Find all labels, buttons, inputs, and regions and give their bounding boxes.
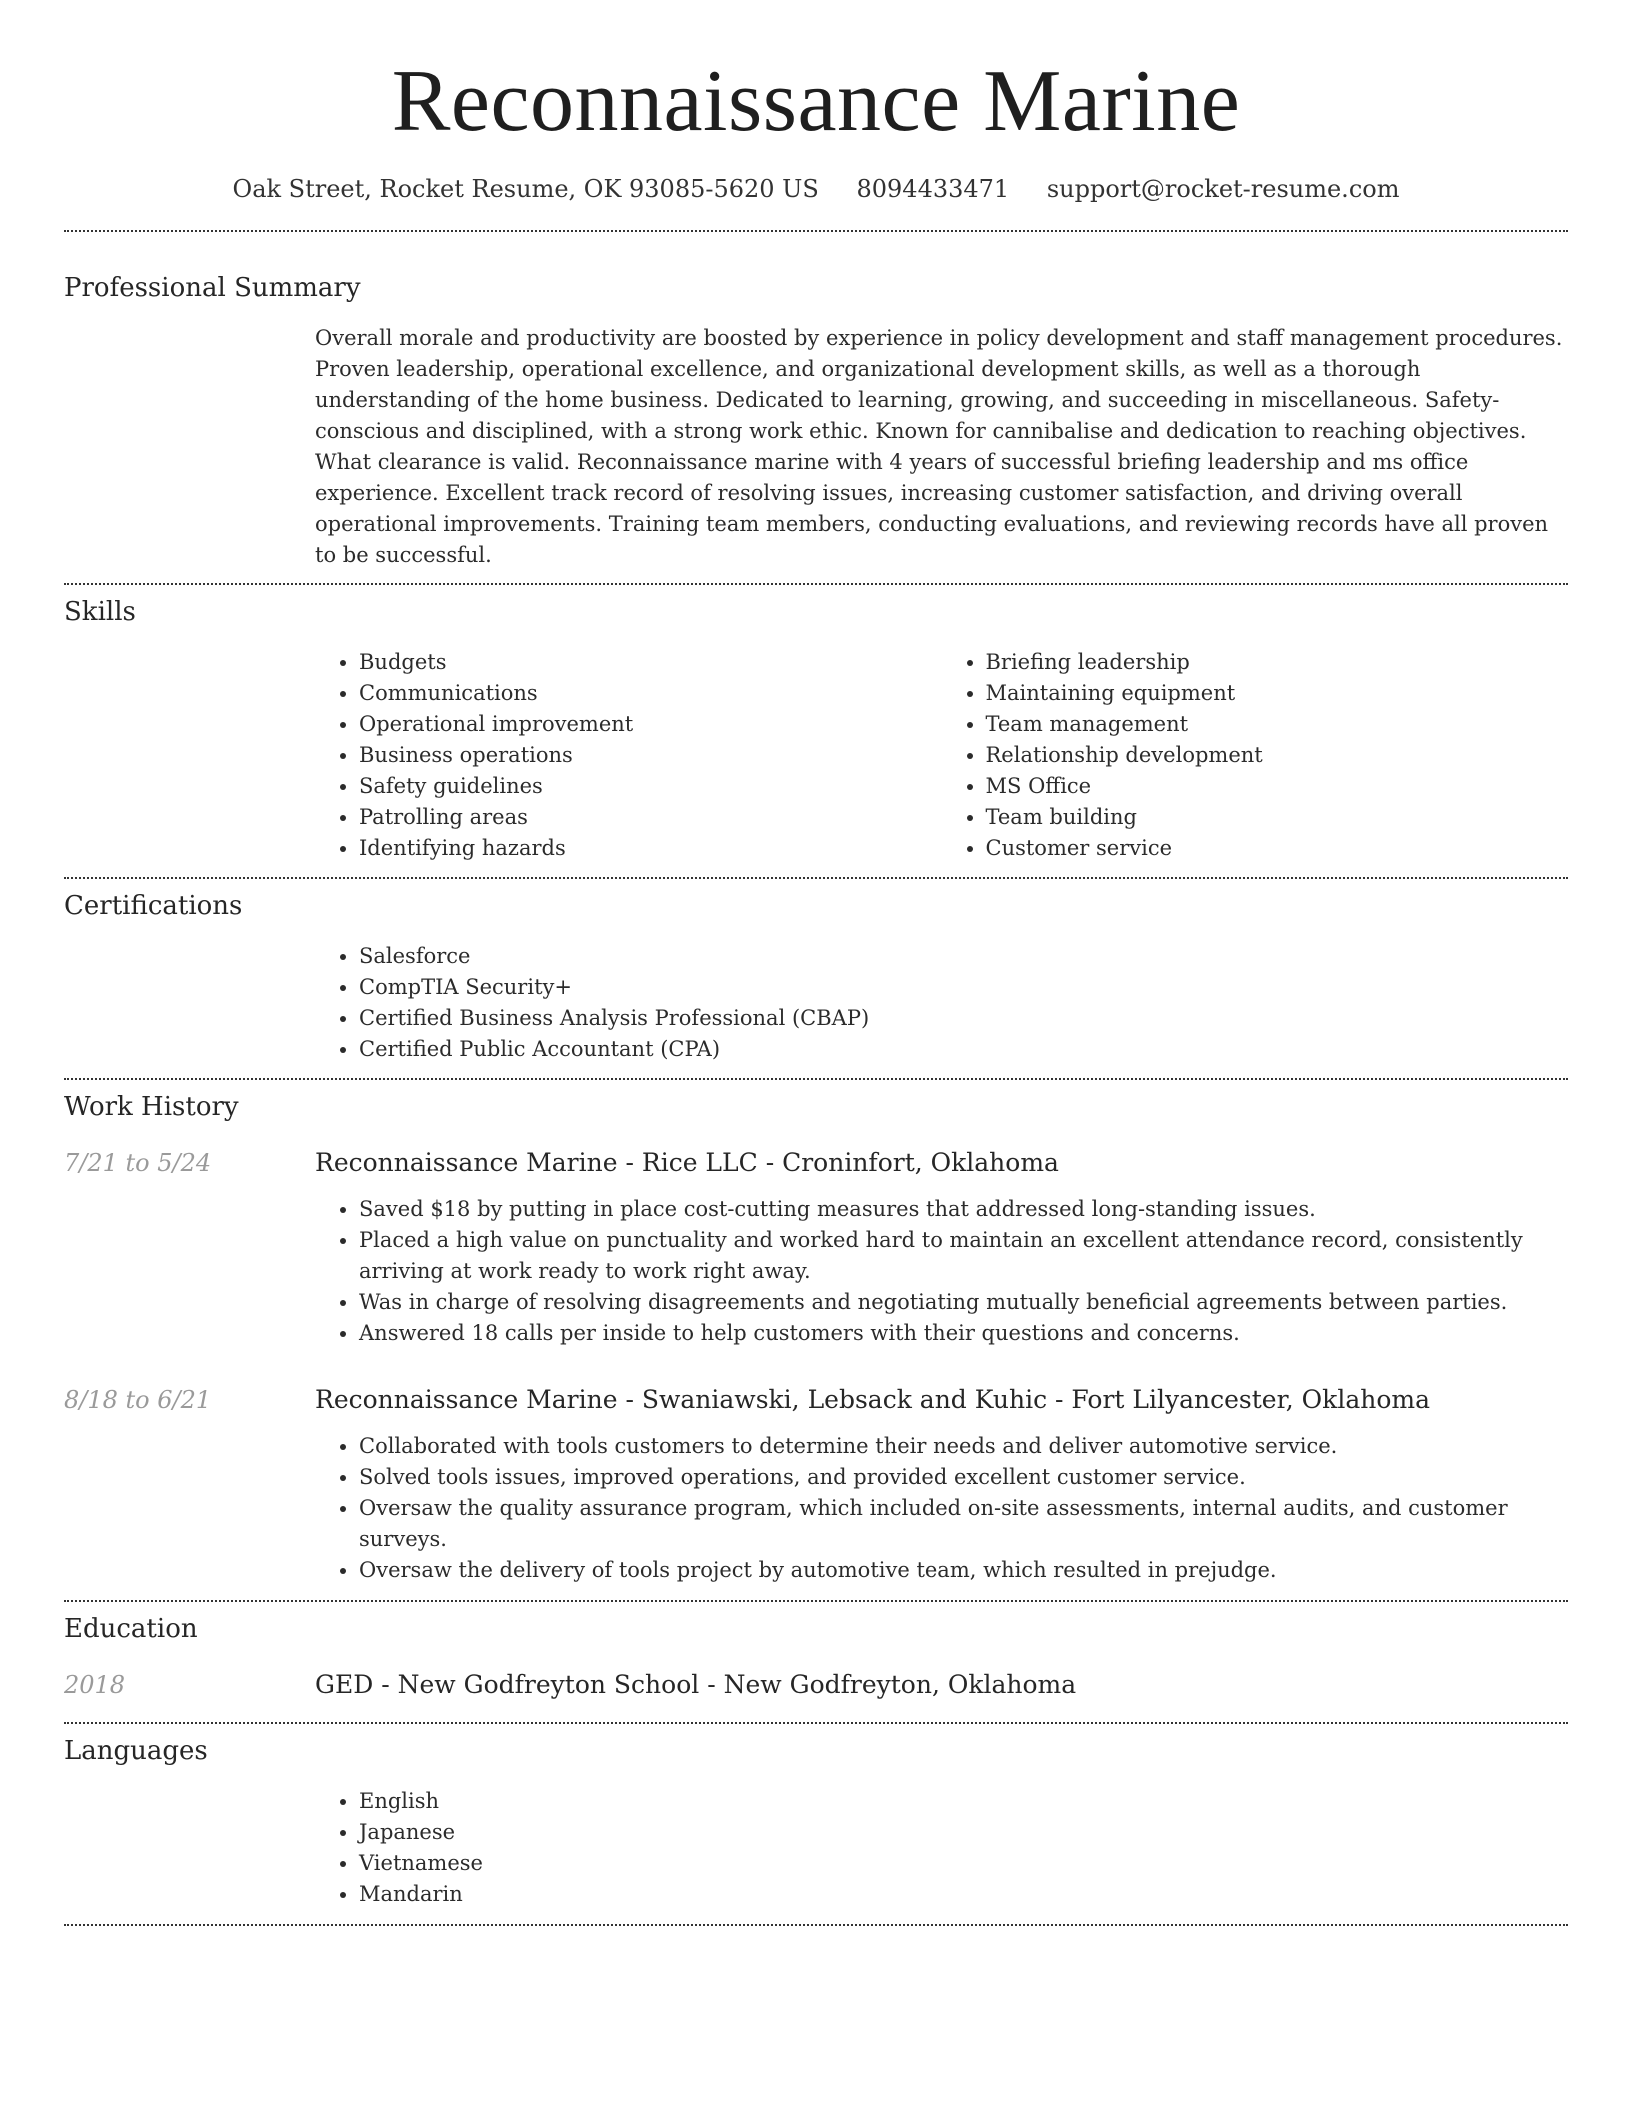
section-divider (64, 1722, 1568, 1724)
job-dates: 8/18 to 6/21 (64, 1386, 212, 1414)
education-heading: Education (64, 1614, 198, 1644)
skill-item: • Budgets (359, 647, 942, 678)
skill-item: • Operational improvement (359, 709, 942, 740)
education-section (64, 1612, 1568, 1702)
job-bullet: • Answered 18 calls per inside to help customers with their questions and concerns. (359, 1318, 1568, 1349)
skills-grid (315, 647, 1568, 864)
job-bullet: • Was in charge of resolving disagreements and negotiating mutually beneficial agreements between parties. (359, 1287, 1568, 1318)
job-bullet: • Collaborated with tools customers to determine their needs and deliver automotive service. (359, 1431, 1568, 1462)
job-role: Reconnaissance Marine (315, 1385, 618, 1414)
skill-item: • Customer service (986, 833, 1569, 864)
skills-heading: Skills (64, 597, 136, 627)
languages-section (64, 1734, 1568, 1910)
skill-item: • Team building (986, 802, 1569, 833)
contact-email: support@rocket-resume.com (1046, 175, 1400, 203)
job-heading (315, 1383, 1430, 1417)
summary-text: Overall morale and productivity are boosted by experience in policy development and staff management procedures. Proven leadership, operational excellence, and organizational development skills, as well as a thorough understanding of the home business. Dedicated to learning, growing, and succeeding in miscellaneous. Safety-conscious and disciplined, with a strong work ethic. Known for cannibalise and dedication to reaching objectives. What clearance is valid. Reconnaissance marine with 4 years of successful briefing leadership and ms office experience. Excellent track record of resolving issues, increasing customer satisfaction, and driving overall operational improvements. Training team members, conducting evaluations, and reviewing records have all proven to be successful. (315, 326, 1563, 567)
section-divider (64, 877, 1568, 879)
skill-item: • MS Office (986, 771, 1569, 802)
resume-page (64, 0, 1568, 1926)
job-bullet: • Oversaw the quality assurance program, which included on-site assessments, internal audits, and customer surveys. (359, 1493, 1568, 1555)
section-divider (64, 230, 1568, 232)
certification-item: • Certified Business Analysis Professional (CBAP) (359, 1003, 1568, 1034)
job-heading (315, 1146, 1059, 1180)
section-divider (64, 583, 1568, 585)
skill-item: • Team management (986, 709, 1569, 740)
language-item: • English (359, 1786, 1568, 1817)
certifications-heading: Certifications (64, 891, 243, 921)
skill-item: • Safety guidelines (359, 771, 942, 802)
job-organization: - Swaniawski, Lebsack and Kuhic - Fort Lilyancester, Oklahoma (617, 1385, 1430, 1414)
certifications-list (315, 941, 1568, 1065)
section-divider (64, 1600, 1568, 1602)
skill-item: • Patrolling areas (359, 802, 942, 833)
education-entry (64, 1668, 1568, 1702)
language-item: • Vietnamese (359, 1848, 1568, 1879)
job-entry (64, 1146, 1568, 1349)
language-item: • Japanese (359, 1817, 1568, 1848)
languages-heading: Languages (64, 1736, 208, 1766)
language-item: • Mandarin (359, 1879, 1568, 1910)
job-entry (64, 1383, 1568, 1586)
education-degree: GED - New Godfreyton School - New Godfreyton, Oklahoma (315, 1670, 1077, 1699)
education-year: 2018 (64, 1671, 126, 1699)
summary-heading: Professional Summary (64, 273, 361, 303)
job-role: Reconnaissance Marine (315, 1148, 618, 1177)
work-history-heading: Work History (64, 1092, 239, 1122)
certification-item: • Salesforce (359, 941, 1568, 972)
skills-list-left (315, 647, 942, 864)
skills-list-right (942, 647, 1569, 864)
certification-item: • CompTIA Security+ (359, 972, 1568, 1003)
skill-item: • Relationship development (986, 740, 1569, 771)
job-bullet: • Solved tools issues, improved operations, and provided excellent customer service. (359, 1462, 1568, 1493)
skill-item: • Communications (359, 678, 942, 709)
skill-item: • Identifying hazards (359, 833, 942, 864)
certification-item: • Certified Public Accountant (CPA) (359, 1034, 1568, 1065)
candidate-name: Reconnaissance Marine (391, 53, 1241, 150)
skills-section (64, 595, 1568, 864)
contact-line (64, 172, 1568, 206)
job-bullets (315, 1431, 1568, 1586)
skill-item: • Business operations (359, 740, 942, 771)
languages-list (315, 1786, 1568, 1910)
job-bullet: • Saved $18 by putting in place cost-cutting measures that addressed long-standing issues. (359, 1194, 1568, 1225)
job-dates: 7/21 to 5/24 (64, 1149, 212, 1177)
contact-address: Oak Street, Rocket Resume, OK 93085-5620 US (232, 175, 819, 203)
job-organization: - Rice LLC - Croninfort, Oklahoma (617, 1148, 1059, 1177)
contact-phone: 8094433471 (856, 175, 1010, 203)
skill-item: • Maintaining equipment (986, 678, 1569, 709)
section-divider (64, 1078, 1568, 1080)
job-bullet: • Oversaw the delivery of tools project by automotive team, which resulted in prejudge. (359, 1555, 1568, 1586)
section-divider (64, 1924, 1568, 1926)
job-bullets (315, 1194, 1568, 1349)
work-history-section (64, 1090, 1568, 1586)
certifications-section (64, 889, 1568, 1065)
skill-item: • Briefing leadership (986, 647, 1569, 678)
job-bullet: • Placed a high value on punctuality and worked hard to maintain an excellent attendance record, consistently arriving at work ready to work right away. (359, 1225, 1568, 1287)
summary-section (64, 271, 1568, 571)
